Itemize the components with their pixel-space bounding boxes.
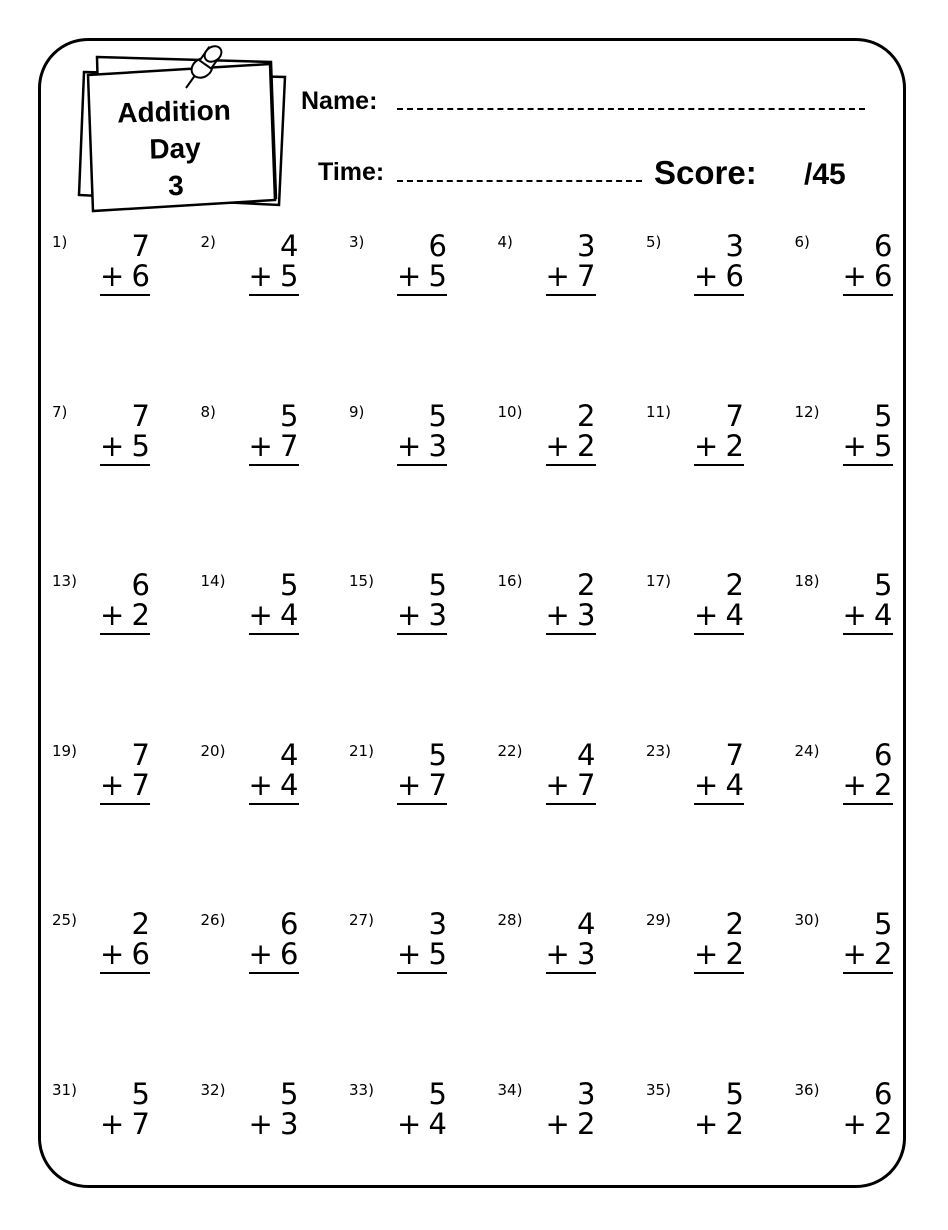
problem-addend-bottom: 5 [874, 428, 893, 463]
problem-item [646, 230, 794, 320]
problem-addend-bottom: 2 [874, 1106, 893, 1141]
answer-line [100, 464, 150, 466]
problem-number: 7) [52, 402, 68, 421]
problem-number: 26) [200, 911, 226, 929]
problem-number: 31) [52, 1080, 77, 1099]
answer-line [546, 633, 596, 635]
problem-number: 32) [200, 1080, 226, 1099]
answer-line [694, 464, 744, 466]
problem-addend-bottom: 7 [131, 767, 150, 802]
problem-addend-top: 5 [725, 1076, 744, 1111]
problem-addend-top: 6 [874, 229, 893, 263]
worksheet-title [89, 91, 262, 206]
problem-addend-bottom: 2 [577, 428, 596, 463]
answer-line [397, 294, 447, 296]
problem-number: 14) [200, 572, 226, 590]
problem-item [646, 1078, 794, 1168]
plus-operator: + [694, 259, 719, 293]
plus-operator: + [100, 937, 125, 971]
problem-addend-bottom: 4 [725, 767, 744, 802]
answer-line [249, 972, 299, 974]
plus-operator: + [248, 937, 273, 971]
problem-addend-bottom: 2 [577, 1106, 596, 1141]
problem-item [52, 230, 200, 320]
problem-addend-bottom: 7 [428, 767, 447, 802]
problem-addend-top: 5 [428, 568, 447, 602]
plus-operator: + [545, 937, 570, 971]
problem-addend-bottom: 7 [280, 428, 299, 463]
problem-number: 29) [646, 911, 671, 929]
name-label: Name: [301, 87, 378, 115]
problem-addend-bottom: 6 [280, 937, 299, 971]
problem-addend-bottom: 2 [725, 1106, 744, 1141]
problem-item [349, 739, 497, 829]
answer-line [249, 633, 299, 635]
problem-number: 25) [52, 911, 77, 929]
problem-number: 6) [794, 233, 810, 251]
problem-number: 36) [794, 1080, 820, 1099]
plus-operator: + [248, 428, 273, 463]
problem-item [646, 400, 794, 490]
problem-item [498, 569, 646, 659]
problem-item [201, 400, 349, 490]
plus-operator: + [100, 598, 125, 632]
problem-item [201, 1078, 349, 1168]
time-field[interactable] [397, 180, 642, 182]
problem-addend-top: 4 [280, 229, 299, 263]
answer-line [694, 972, 744, 974]
problem-item [795, 569, 943, 659]
problem-addend-bottom: 6 [131, 937, 150, 971]
problem-item [646, 908, 794, 998]
problem-number: 12) [794, 402, 820, 421]
problem-number: 33) [349, 1080, 374, 1099]
plus-operator: + [545, 598, 570, 632]
answer-line [100, 294, 150, 296]
problem-number: 24) [794, 741, 820, 760]
answer-line [546, 803, 596, 805]
plus-operator: + [397, 937, 422, 971]
problem-addend-bottom: 7 [131, 1106, 150, 1141]
plus-operator: + [842, 598, 867, 632]
problem-addend-bottom: 4 [280, 767, 299, 802]
problem-item [498, 230, 646, 320]
problem-addend-bottom: 5 [428, 937, 447, 971]
problem-addend-bottom: 4 [874, 598, 893, 632]
problem-number: 28) [497, 911, 523, 929]
problem-number: 19) [52, 741, 77, 760]
problem-addend-bottom: 4 [725, 598, 744, 632]
problem-addend-top: 2 [577, 398, 596, 433]
problem-addend-top: 4 [577, 737, 596, 772]
problem-item [795, 908, 943, 998]
plus-operator: + [100, 767, 125, 802]
problem-number: 10) [497, 402, 523, 421]
score-label: Score: [654, 154, 757, 191]
answer-line [100, 972, 150, 974]
plus-operator: + [248, 767, 273, 802]
problem-addend-bottom: 5 [280, 259, 299, 293]
answer-line [694, 294, 744, 296]
time-label: Time: [318, 158, 385, 186]
plus-operator: + [100, 1106, 125, 1141]
problem-item [349, 1078, 497, 1168]
problem-addend-top: 6 [131, 568, 150, 602]
problem-addend-bottom: 2 [874, 937, 893, 971]
problem-number: 21) [349, 741, 374, 760]
answer-line [694, 633, 744, 635]
problem-item [52, 908, 200, 998]
problem-addend-top: 7 [725, 398, 744, 433]
problem-number: 17) [646, 572, 671, 590]
problem-number: 16) [497, 572, 523, 590]
problem-number: 15) [349, 572, 374, 590]
title-line-2: Day [148, 132, 202, 165]
plus-operator: + [545, 767, 570, 802]
problem-item [201, 908, 349, 998]
plus-operator: + [397, 428, 422, 463]
problem-addend-top: 5 [280, 398, 299, 433]
problem-addend-bottom: 6 [131, 259, 150, 293]
plus-operator: + [397, 1106, 422, 1141]
problem-addend-top: 5 [428, 1076, 447, 1111]
answer-line [100, 633, 150, 635]
plus-operator: + [842, 1106, 867, 1141]
answer-line [397, 633, 447, 635]
answer-line [546, 464, 596, 466]
problem-item [201, 569, 349, 659]
answer-line [843, 464, 893, 466]
plus-operator: + [694, 767, 719, 802]
problem-addend-bottom: 4 [428, 1106, 447, 1141]
problem-addend-bottom: 3 [428, 598, 447, 632]
answer-line [843, 294, 893, 296]
problem-addend-bottom: 2 [874, 767, 893, 802]
problem-addend-top: 5 [428, 398, 447, 433]
problem-addend-bottom: 2 [725, 937, 744, 971]
answer-line [397, 464, 447, 466]
problem-item [349, 400, 497, 490]
problem-addend-bottom: 7 [577, 259, 596, 293]
problem-addend-top: 3 [725, 229, 744, 263]
problem-addend-bottom: 2 [725, 428, 744, 463]
problem-addend-top: 6 [428, 229, 447, 263]
problem-item [795, 400, 943, 490]
problem-number: 23) [646, 741, 671, 760]
problem-addend-top: 2 [725, 907, 744, 941]
score-total: /45 [804, 158, 846, 191]
plus-operator: + [842, 937, 867, 971]
problem-number: 30) [794, 911, 820, 929]
problem-addend-bottom: 7 [577, 767, 596, 802]
plus-operator: + [545, 259, 570, 293]
problem-addend-bottom: 5 [428, 259, 447, 293]
problem-number: 5) [646, 233, 662, 251]
problem-addend-top: 7 [131, 398, 150, 433]
problem-item [52, 739, 200, 829]
problem-item [795, 1078, 943, 1168]
problem-item [498, 1078, 646, 1168]
problem-item [498, 908, 646, 998]
problem-item [795, 230, 943, 320]
problem-item [498, 400, 646, 490]
push-pin-icon [0, 0, 260, 100]
problem-addend-top: 5 [428, 737, 447, 772]
problem-addend-top: 5 [131, 1076, 150, 1111]
plus-operator: + [545, 1106, 570, 1141]
plus-operator: + [248, 598, 273, 632]
plus-operator: + [842, 767, 867, 802]
plus-operator: + [694, 937, 719, 971]
problem-item [52, 569, 200, 659]
problem-addend-top: 2 [577, 568, 596, 602]
plus-operator: + [694, 598, 719, 632]
problem-addend-top: 3 [577, 229, 596, 263]
title-line-3: 3 [167, 169, 185, 202]
problem-addend-bottom: 2 [131, 598, 150, 632]
problem-item [52, 1078, 200, 1168]
problem-number: 3) [349, 233, 365, 251]
problem-addend-top: 5 [874, 907, 893, 941]
plus-operator: + [842, 259, 867, 293]
plus-operator: + [100, 428, 125, 463]
plus-operator: + [248, 1106, 273, 1141]
problem-item [201, 739, 349, 829]
title-line-1: Addition [116, 94, 232, 129]
problem-number: 20) [200, 741, 226, 760]
problem-item [349, 908, 497, 998]
problem-addend-top: 3 [428, 907, 447, 941]
problem-addend-top: 2 [725, 568, 744, 602]
problem-addend-top: 3 [577, 1076, 596, 1111]
answer-line [397, 972, 447, 974]
problem-item [795, 739, 943, 829]
problem-number: 11) [646, 402, 671, 421]
answer-line [843, 803, 893, 805]
answer-line [546, 972, 596, 974]
problem-item [52, 400, 200, 490]
problem-item [201, 230, 349, 320]
problem-number: 8) [200, 402, 216, 421]
problem-addend-top: 4 [280, 737, 299, 772]
problem-addend-top: 6 [874, 737, 893, 772]
problem-addend-top: 2 [131, 907, 150, 941]
problem-addend-top: 5 [874, 398, 893, 433]
answer-line [843, 972, 893, 974]
problem-item [498, 739, 646, 829]
answer-line [694, 803, 744, 805]
problem-addend-top: 4 [577, 907, 596, 941]
answer-line [249, 803, 299, 805]
problem-number: 18) [794, 572, 820, 590]
problem-item [349, 569, 497, 659]
answer-line [843, 633, 893, 635]
plus-operator: + [248, 259, 273, 293]
plus-operator: + [397, 598, 422, 632]
name-field[interactable] [397, 108, 865, 110]
problem-number: 27) [349, 911, 374, 929]
problem-addend-top: 7 [725, 737, 744, 772]
problem-addend-top: 7 [131, 737, 150, 772]
problem-addend-bottom: 6 [725, 259, 744, 293]
answer-line [100, 803, 150, 805]
problem-number: 34) [497, 1080, 523, 1099]
plus-operator: + [842, 428, 867, 463]
problem-number: 4) [497, 233, 513, 251]
plus-operator: + [397, 767, 422, 802]
problem-number: 22) [497, 741, 523, 760]
problem-item [349, 230, 497, 320]
plus-operator: + [694, 428, 719, 463]
answer-line [397, 803, 447, 805]
problem-addend-bottom: 3 [577, 937, 596, 971]
problem-item [646, 739, 794, 829]
problem-number: 9) [349, 402, 365, 421]
answer-line [249, 464, 299, 466]
problem-addend-top: 6 [874, 1076, 893, 1111]
problem-addend-bottom: 5 [131, 428, 150, 463]
plus-operator: + [694, 1106, 719, 1141]
plus-operator: + [545, 428, 570, 463]
answer-line [249, 294, 299, 296]
problem-addend-top: 5 [280, 568, 299, 602]
problem-number: 2) [200, 233, 216, 251]
answer-line [546, 294, 596, 296]
problem-number: 35) [646, 1080, 671, 1099]
problem-addend-top: 6 [280, 907, 299, 941]
problem-addend-bottom: 3 [577, 598, 596, 632]
problem-number: 1) [52, 233, 68, 251]
problem-addend-bottom: 3 [428, 428, 447, 463]
problem-addend-bottom: 3 [280, 1106, 299, 1141]
problem-addend-top: 5 [874, 568, 893, 602]
problem-addend-bottom: 4 [280, 598, 299, 632]
problem-item [646, 569, 794, 659]
problem-addend-bottom: 6 [874, 259, 893, 293]
plus-operator: + [397, 259, 422, 293]
problem-number: 13) [52, 572, 77, 590]
plus-operator: + [100, 259, 125, 293]
problem-addend-top: 5 [280, 1076, 299, 1111]
problem-addend-top: 7 [131, 229, 150, 263]
